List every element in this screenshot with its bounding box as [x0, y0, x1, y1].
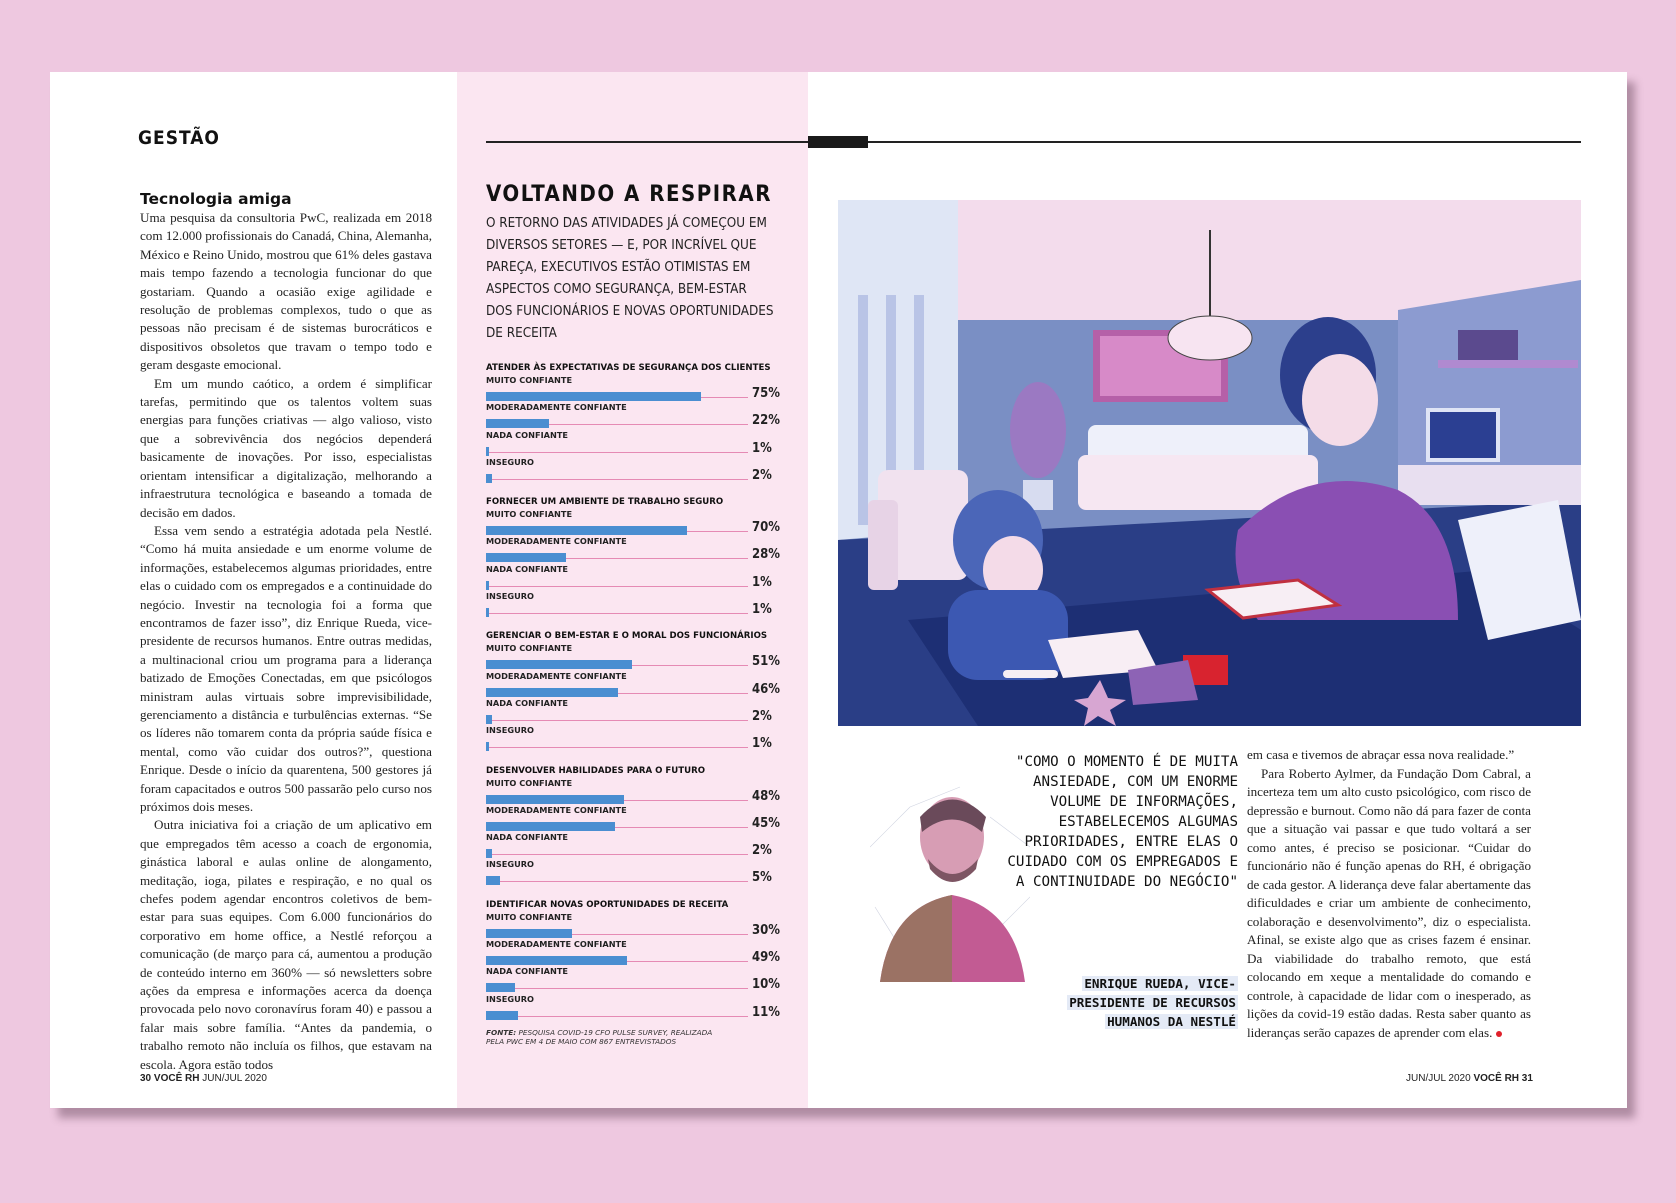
chart-row	[486, 966, 786, 993]
chart-category-label: INSEGURO	[486, 591, 535, 602]
chart-value-label: 22%	[752, 413, 780, 429]
chart-value-label: 1%	[752, 602, 772, 618]
chart-row	[486, 939, 786, 966]
chart-row	[486, 859, 786, 886]
folio-date: JUN/JUL 2020	[1406, 1073, 1471, 1084]
chart-bar	[486, 553, 566, 562]
left-article	[140, 190, 432, 1074]
folio-magazine: VOCÊ RH	[1473, 1073, 1520, 1084]
chart-category-label: MODERADAMENTE CONFIANTE	[486, 402, 627, 413]
folio-date: JUN/JUL 2020	[202, 1073, 267, 1084]
chart-value-label: 70%	[752, 520, 780, 536]
chart-bar	[486, 419, 549, 428]
folio-page: 31	[1521, 1073, 1533, 1084]
chart-value-label: 2%	[752, 843, 772, 859]
chart-row	[486, 778, 786, 805]
chart-row	[486, 832, 786, 859]
chart-category-label: MODERADAMENTE CONFIANTE	[486, 670, 627, 681]
chart-category-label: INSEGURO	[486, 859, 535, 870]
chart-bar	[486, 849, 492, 858]
chart-group-title: GERENCIAR O BEM-ESTAR E O MORAL DOS FUNCIONÁRIOS	[486, 631, 768, 642]
right-article	[1247, 746, 1531, 1042]
chart-category-label: INSEGURO	[486, 993, 535, 1004]
source-label: FONTE:	[486, 1027, 517, 1037]
article-paragraph: Para Roberto Aylmer, da Fundação Dom Cabral, a incerteza tem um alto custo psicológico, com risco de depressão e burnout. Como não dá para fazer de conta que a situação vai passar e que tudo voltará a ser como antes, é preciso se posicionar. “Cuidar do funcionário não é função apenas do RH, é obrigação de cada gestor. A liderança deve falar abertamente das dificuldades e criar um ambiente de conhecimento, colaboração e desenvolvimento”, diz o especialista. Afinal, se existe algo que as crises fazem é ensinar. Da viabilidade do trabalho remoto, que está colocando em xeque a mentalidade do comando e controle, à capacidade de lidar com o inesperado, as lições da covid-19 estão dadas. Resta saber quanto as lideranças serão capazes de aprender com elas.	[1247, 765, 1531, 1040]
chart-value-label: 1%	[752, 440, 772, 456]
chart-value-label: 48%	[752, 788, 780, 804]
chart-group	[486, 766, 786, 887]
quote-author	[1050, 974, 1238, 1031]
end-mark-icon	[1496, 1031, 1502, 1037]
chart-bar	[486, 715, 492, 724]
chart-value-label: 45%	[752, 815, 780, 831]
chart-value-label: 75%	[752, 386, 780, 401]
folio-left	[140, 1073, 267, 1084]
chart-row	[486, 536, 786, 563]
chart-bar	[486, 581, 489, 590]
article-paragraph: em casa e tivemos de abraçar essa nova realidade.”	[1247, 747, 1515, 762]
chart-category-label: MUITO CONFIANTE	[486, 375, 573, 385]
chart-group-title: DESENVOLVER HABILIDADES PARA O FUTURO	[486, 765, 706, 776]
chart-value-label: 10%	[752, 977, 780, 993]
chart-row	[486, 994, 786, 1021]
chart-category-label: MODERADAMENTE CONFIANTE	[486, 939, 627, 950]
chart-value-label: 46%	[752, 681, 780, 697]
chart-category-label: NADA CONFIANTE	[486, 966, 568, 977]
chart-baseline	[486, 452, 748, 453]
chart-bar	[486, 929, 572, 938]
chart-category-label: MUITO CONFIANTE	[486, 509, 573, 520]
chart-row	[486, 564, 786, 591]
chart-baseline	[486, 479, 748, 480]
source-text: PESQUISA COVID-19 CFO PULSE SURVEY, REALIZADA PELA PWC EM 4 DE MAIO COM 867 ENTREVISTADOS	[486, 1027, 713, 1046]
chart-baseline	[486, 988, 748, 989]
chart-bar	[486, 983, 515, 992]
chart-baseline	[486, 1016, 748, 1017]
chart-category-label: MUITO CONFIANTE	[486, 911, 573, 922]
chart-value-label: 30%	[752, 922, 780, 938]
chart-row	[486, 805, 786, 832]
folio-magazine: VOCÊ RH	[153, 1073, 200, 1084]
chart-row	[486, 430, 786, 457]
home-office-illustration	[838, 200, 1581, 726]
chart-bar	[486, 447, 489, 456]
chart-bar	[486, 608, 489, 617]
chart-group-title: ATENDER ÀS EXPECTATIVAS DE SEGURANÇA DOS CLIENTES	[486, 363, 771, 373]
magazine-spread	[50, 72, 1627, 1108]
section-tag: GESTÃO	[138, 127, 220, 149]
chart-row	[486, 591, 786, 618]
chart-group	[486, 363, 786, 484]
article-paragraph: Uma pesquisa da consultoria PwC, realizada em 2018 com 12.000 profissionais do Canadá, China, Alemanha, México e Reino Unido, mostrou que 61% deles gastava mais tempo fazendo a tecnologia funcionar do que gostariam. Quando a ocasião exige agilidade e resolução de problemas complexos, tudo o que as pessoas não precisam é de sistemas burocráticos e dispositivos obsoletos que travam o tempo todo e geram desgaste emocional.	[140, 210, 432, 373]
chart-value-label: 2%	[752, 467, 772, 483]
chart-bar	[486, 742, 489, 751]
chart-bar	[486, 392, 701, 401]
chart-baseline	[486, 881, 748, 882]
bar-chart	[486, 363, 786, 1021]
chart-category-label: MODERADAMENTE CONFIANTE	[486, 804, 627, 815]
chart-row	[486, 643, 786, 670]
chart-category-label: NADA CONFIANTE	[486, 563, 568, 574]
chart-bar	[486, 526, 687, 535]
chart-value-label: 49%	[752, 950, 780, 966]
article-paragraph: Outra iniciativa foi a criação de um aplicativo em que empregados têm acesso a coach de ergonomia, ginástica laboral e aulas online de alongamento, meditação, ioga, pilates e respiração, e no qual os chefes podem agendar encontros coletivos de bem-estar para suas equipes. Com 6.000 funcionários do corporativo em home office, a Nestlé reforçou a comunicação (de março para cá, aumentou a produção de conteúdo interno em 360% — só newsletters sobre ações da empresa e informações acerca da doença provocada pelo novo coronavírus foram 40) e passou a falar mais sobre família. “Antes da pandemia, o trabalho remoto não incluía os filhos, que estavam na escola. Agora estão todos	[140, 817, 432, 1072]
chart-value-label: 2%	[752, 708, 772, 724]
chart-bar	[486, 956, 627, 965]
chart-bar	[486, 795, 624, 804]
pull-quote: "COMO O MOMENTO É DE MUITA ANSIEDADE, COM UM ENORME VOLUME DE INFORMAÇÕES, ESTABELECEMOS ALGUMAS PRIORIDADES, ENTRE ELAS O CUIDADO COM OS EMPREGADOS E A CONTINUIDADE DO NEGÓCIO"	[1007, 754, 1238, 890]
chart-category-label: INSEGURO	[486, 725, 535, 736]
article-paragraph: Essa vem sendo a estratégia adotada pela Nestlé. “Como há muita ansiedade e um enorme volume de informações, estabelecemos algumas prioridades, entre elas o cuidado com os empregados e a continuidade do negócio. Investir na tecnologia foi a forma que encontramos de fazer isso”, diz Enrique Rueda, vice-presidente de recursos humanos. Entre outras medidas, a multinacional criou um programa para a liderança batizado de Emoções Conectadas, em que psicólogos ministram aulas virtuais sobre imprevisibilidade, gerenciamento a distância e turbulências externas. “Se os líderes não tomarem conta da própria saúde física e mental, como vão cuidar dos outros?”, questiona Enrique. Desde o início da quarentena, 500 gestores já foram capacitados e outros 500 passarão pelo curso nos próximos dois meses.	[140, 522, 432, 814]
chart-baseline	[486, 613, 748, 614]
chart-value-label: 28%	[752, 547, 780, 563]
chart-group	[486, 497, 786, 618]
quote-author-line: HUMANOS DA NESTLÉ	[1107, 1014, 1236, 1029]
chart-group	[486, 631, 786, 752]
chart-bar	[486, 822, 615, 831]
chart-row	[486, 912, 786, 939]
article-heading: Tecnologia amiga	[140, 190, 292, 208]
chart-category-label: MUITO CONFIANTE	[486, 777, 573, 788]
chart-value-label: 51%	[752, 654, 780, 670]
chart-value-label: 1%	[752, 736, 772, 752]
chart-value-label: 11%	[752, 1004, 780, 1020]
chart-baseline	[486, 854, 748, 855]
chart-row	[486, 457, 786, 484]
folio-page: 30	[140, 1073, 152, 1084]
quote-author-line: ENRIQUE RUEDA, VICE-	[1084, 976, 1236, 991]
infographic-source	[486, 1028, 726, 1046]
chart-category-label: MODERADAMENTE CONFIANTE	[486, 536, 627, 547]
chart-baseline	[486, 747, 748, 748]
chart-category-label: NADA CONFIANTE	[486, 429, 568, 440]
infographic	[486, 182, 786, 1046]
chart-bar	[486, 876, 500, 885]
top-rule	[486, 141, 1581, 143]
chart-category-label: INSEGURO	[486, 456, 535, 467]
chart-category-label: MUITO CONFIANTE	[486, 643, 573, 654]
chart-value-label: 1%	[752, 574, 772, 590]
chart-row	[486, 698, 786, 725]
infographic-intro: O RETORNO DAS ATIVIDADES JÁ COMEÇOU EM DIVERSOS SETORES — E, POR INCRÍVEL QUE PAREÇA, EXECUTIVOS ESTÃO OTIMISTAS EM ASPECTOS COMO SEGURANÇA, BEM-ESTAR DOS FUNCIONÁRIOS E NOVAS OPORTUNIDADES DE RECEITA	[486, 216, 774, 341]
chart-bar	[486, 474, 492, 483]
chart-row	[486, 725, 786, 752]
chart-group	[486, 900, 786, 1021]
chart-bar	[486, 660, 632, 669]
chart-category-label: NADA CONFIANTE	[486, 697, 568, 708]
quote-author-line: PRESIDENTE DE RECURSOS	[1069, 995, 1236, 1010]
chart-row	[486, 402, 786, 429]
chart-group-title: IDENTIFICAR NOVAS OPORTUNIDADES DE RECEITA	[486, 899, 729, 910]
chart-bar	[486, 688, 618, 697]
top-rule-block	[808, 136, 868, 148]
chart-row	[486, 509, 786, 536]
chart-row	[486, 671, 786, 698]
chart-value-label: 5%	[752, 870, 772, 886]
chart-baseline	[486, 720, 748, 721]
chart-bar	[486, 1011, 518, 1020]
chart-baseline	[486, 586, 748, 587]
infographic-title: VOLTANDO A RESPIRAR	[486, 182, 772, 207]
chart-group-title: FORNECER UM AMBIENTE DE TRABALHO SEGURO	[486, 497, 724, 508]
folio-right	[1406, 1073, 1533, 1084]
chart-row	[486, 375, 786, 402]
chart-category-label: NADA CONFIANTE	[486, 832, 568, 843]
article-paragraph: Em um mundo caótico, a ordem é simplificar tarefas, permitindo que os talentos voltem suas energias para funções criativas — algo valioso, visto que a sobrevivência dos negócios dependerá basicamente de inovações. Por isso, especialistas orientam intensificar a digitalização, melhorando a infraestrutura tecnológica e baseando a tomada de decisão em dados.	[140, 375, 432, 520]
